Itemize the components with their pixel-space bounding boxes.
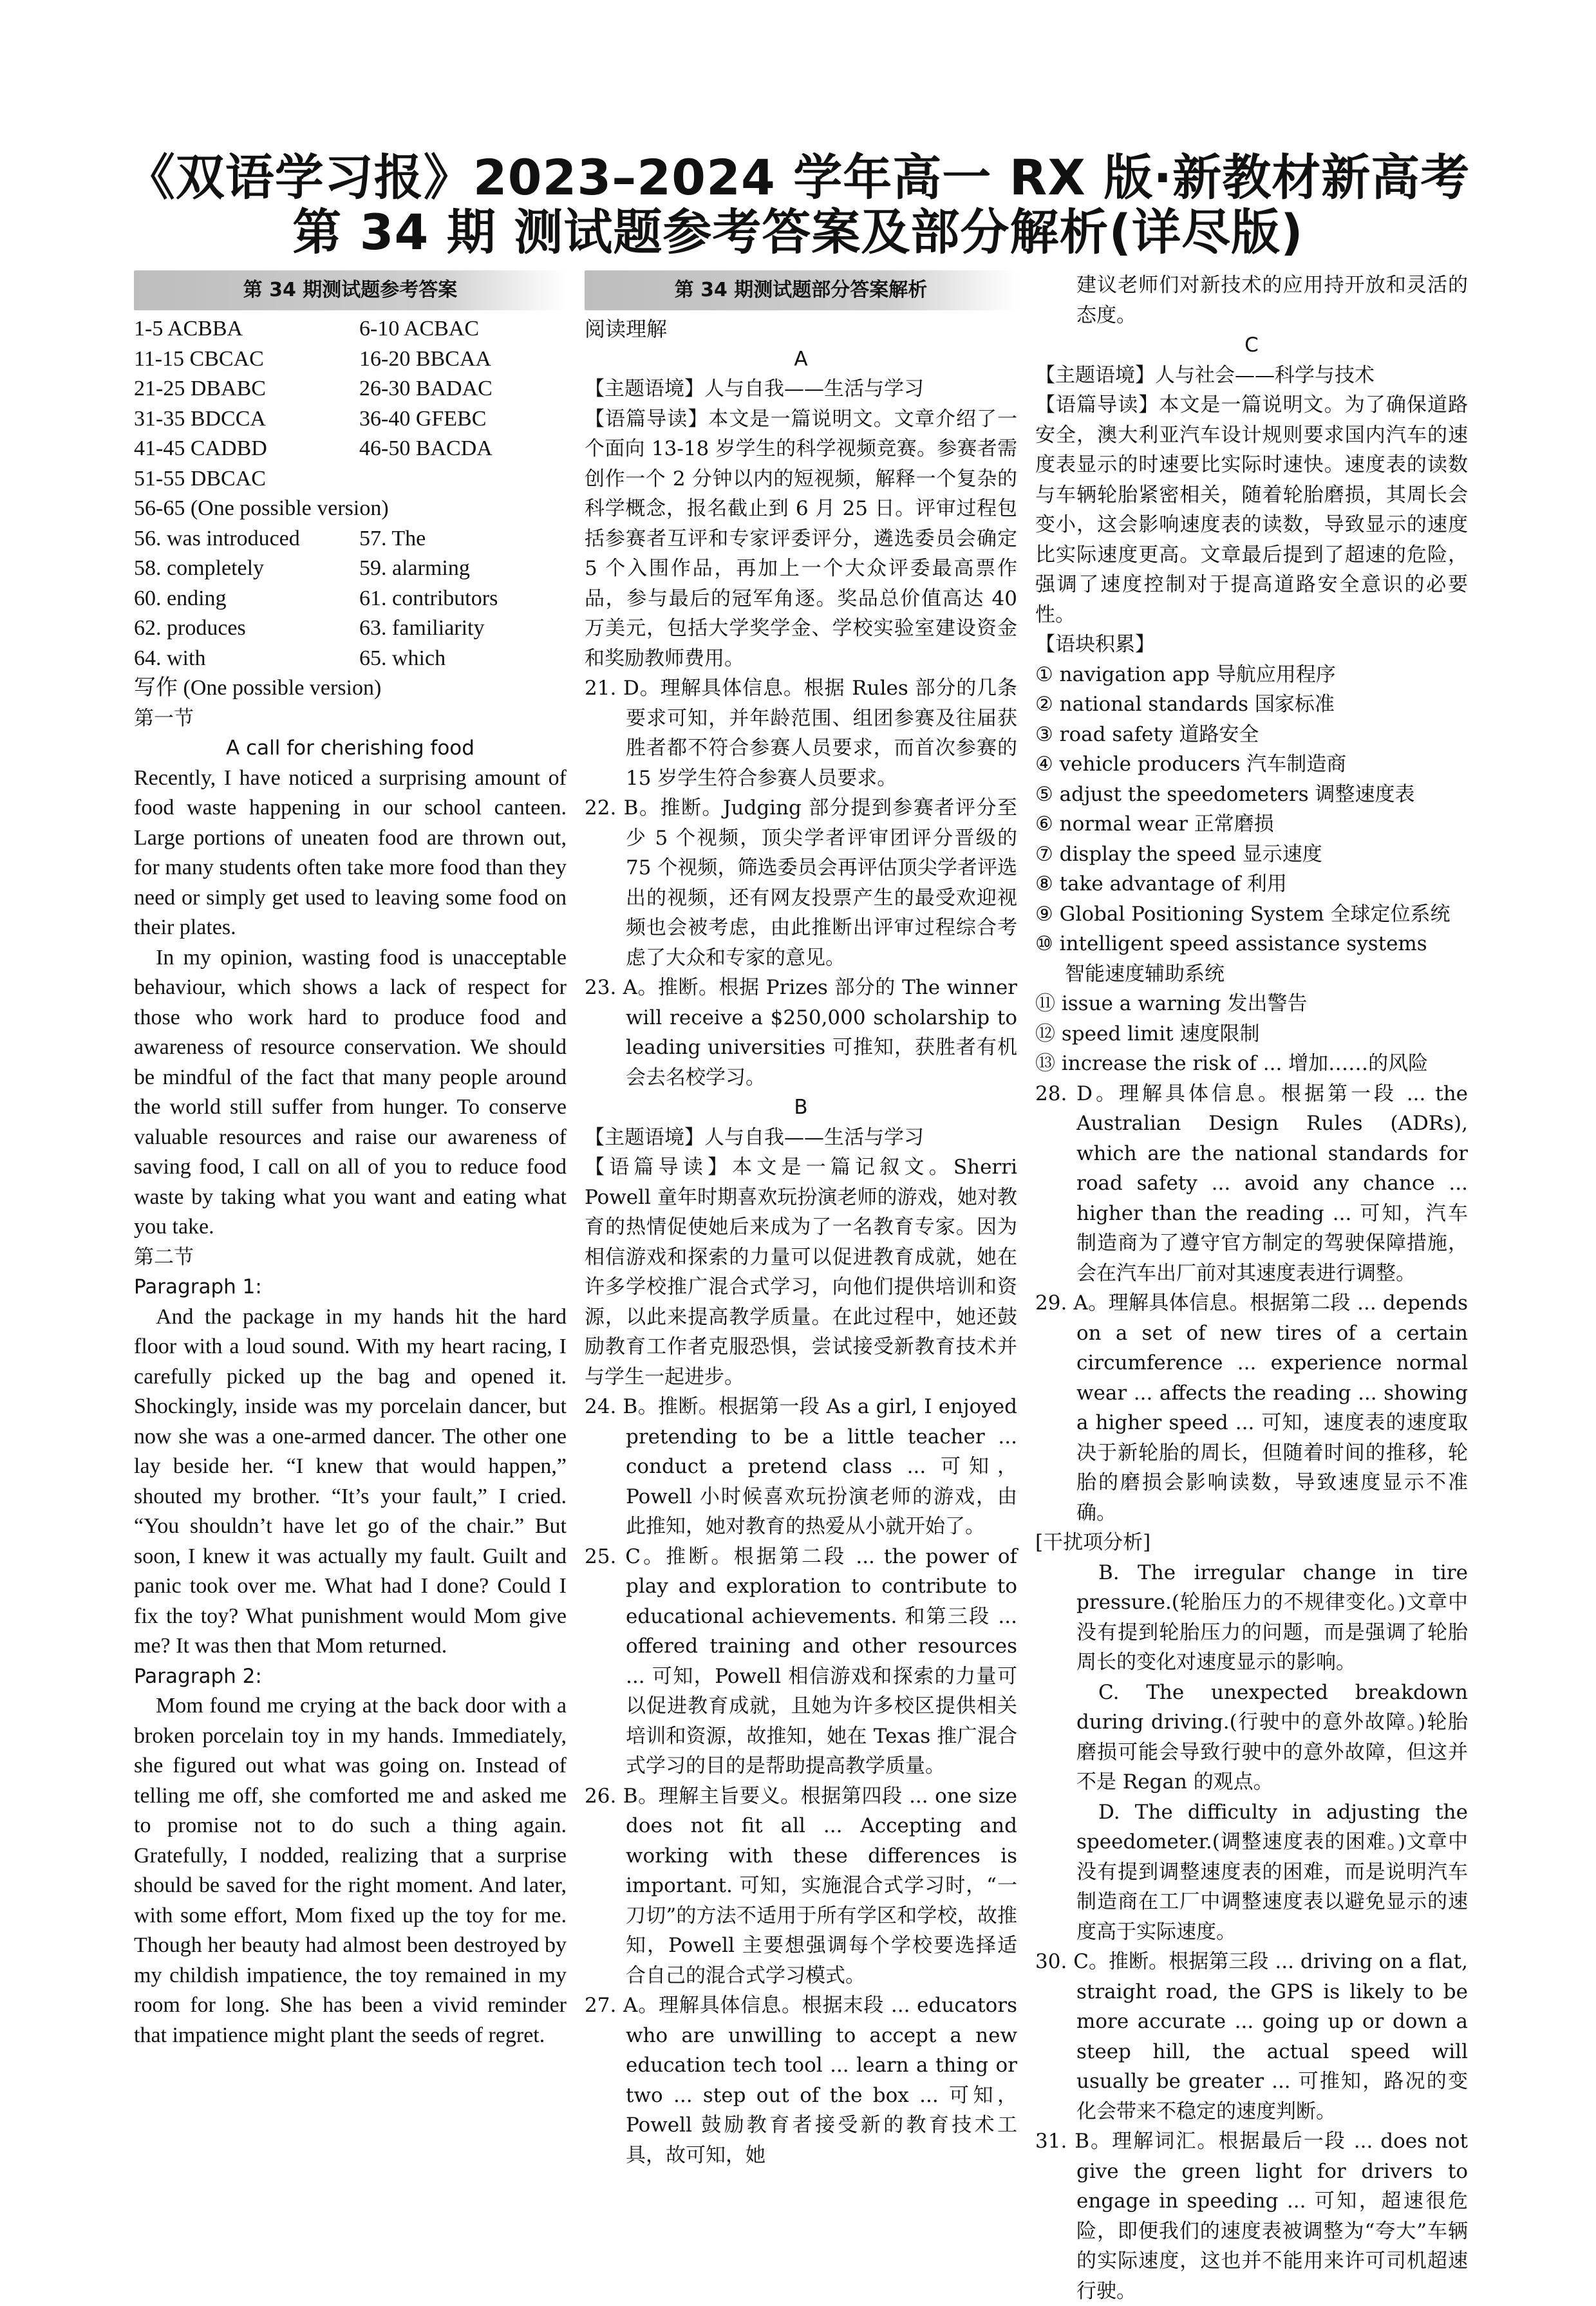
- fill-cell: 56. was introduced: [134, 526, 300, 550]
- passage-guide: 【语篇导读】本文是一篇说明文。文章介绍了一个面向 13-18 岁学生的科学视频竞赛。参赛者需创作一个 2 分钟以内的短视频，解释一个复杂的科学概念，报名截止到 6 月 25 日。评审过程包括参赛者互评和专家评委评分，遴选委员会确定 5 个入围作品，再加上一个大众评委最高票作品，参与最后的冠军角逐。奖品总价值高达 40 万美元，包括大学奖学金、学校实验室建设资金和奖励教师费用。: [585, 407, 1017, 670]
- chunk-item: [1035, 689, 1468, 720]
- chunk-item: [1035, 959, 1468, 989]
- distractor-item: [1035, 1678, 1468, 1797]
- chunk-text: take advantage of 利用: [1059, 872, 1287, 895]
- continued-text: 建议老师们对新技术的应用持开放和灵活的态度。: [1076, 274, 1468, 327]
- paragraph1-label: Paragraph 1:: [134, 1275, 262, 1298]
- answer-cell: 16-20 BBCAA: [359, 346, 491, 371]
- answer-cell: 41-45 CADBD: [134, 436, 267, 460]
- column-analysis-cont: [1035, 270, 1468, 2306]
- chunk-item: [1035, 780, 1468, 810]
- chunk-item: [1035, 839, 1468, 870]
- theme-context: 【主题语境】人与社会——科学与技术: [1035, 363, 1375, 387]
- chunk-text: road safety 道路安全: [1059, 722, 1259, 746]
- question-analysis: 28. D。理解具体信息。根据第一段 ... the Australian Design Rules (ADRs), which are the national standards for road safety ... avoid any chance ... higher than the reading ... 可知，汽车制造商为了遵守官方制定的驾驶保障措施，会在汽车出厂前对其速度表进行调整。: [1035, 1082, 1468, 1285]
- chunk-number: ⑪: [1035, 992, 1055, 1015]
- chunk-text: navigation app 导航应用程序: [1059, 662, 1336, 686]
- fill-cell: 60. ending: [134, 586, 227, 610]
- chunk-number: ①: [1035, 662, 1053, 686]
- section2-heading: 第二节: [134, 1245, 194, 1269]
- chunk-number: ②: [1035, 693, 1053, 716]
- fill-cell: 62. produces: [134, 616, 246, 640]
- answer-cell: 6-10 ACBAC: [359, 317, 480, 341]
- chunk-text: national standards 国家标准: [1059, 693, 1335, 716]
- chunk-number: ③: [1035, 722, 1053, 746]
- answer-cell: 46-50 BACDA: [359, 436, 493, 460]
- question-analysis: 21. D。理解具体信息。根据 Rules 部分的几条要求可知，并年龄范围、组团参赛及往届获胜者都不符合参赛人员要求，而首次参赛的 15 岁学生符合参赛人员要求。: [585, 677, 1017, 790]
- part-heading-a: A: [794, 347, 808, 371]
- distractor-text: C. The unexpected breakdown during driving.(行驶中的意外故障。)轮胎磨损可能会导致行驶中的意外故障，但这并不是 Regan 的观点。: [1076, 1680, 1468, 1794]
- answer-cell: 36-40 GFEBC: [359, 406, 487, 431]
- chunk-number: ⑨: [1035, 902, 1053, 926]
- page-title-line1: 《双语学习报》2023–2024 学年高一 RX 版·新教材新高考: [126, 149, 1470, 206]
- chunk-text: vehicle producers 汽车制造商: [1059, 753, 1347, 776]
- fill-heading: 56-65 (One possible version): [134, 496, 389, 520]
- chunk-number: ⑬: [1035, 1052, 1055, 1075]
- essay-paragraph: In my opinion, wasting food is unacceptable behaviour, which shows a lack of respect for those who work hard to produce food and awareness of resource conservation. We should be mindful of the fact that many people around the world still suffer from hunger. To conserve valuable resources and raise our awareness of saving food, I call on all of you to reduce food waste by taking what you want and eating what you take.: [134, 945, 567, 1239]
- chunk-number: ⑧: [1035, 872, 1053, 895]
- chunk-item: [1035, 929, 1468, 959]
- answer-cell: 21-25 DBABC: [134, 377, 266, 400]
- column-answers: [134, 270, 567, 2050]
- continuation-paragraph: And the package in my hands hit the hard floor with a loud sound. With my heart racing, I carefully picked up the bag and opened it. Shockingly, inside was my porcelain dancer, but now she was a one-armed dancer. The other one lay beside her. “I knew that would happen,” shouted my brother. “It’s your fault,” I cried. “You shouldn’t have let go of the chair.” But soon, I knew it was actually my fault. Guilt and panic took over me. What had I done? Could I fix the toy? What punishment would Mom give me? It was then that Mom returned.: [134, 1304, 567, 1658]
- writing-heading: 写作 (One possible version): [134, 676, 382, 700]
- distractor-item: [1035, 1558, 1468, 1678]
- answer-cell: 26-30 BADAC: [359, 377, 493, 400]
- passage-guide: 【语篇导读】本文是一篇说明文。为了确保道路安全，澳大利亚汽车设计规则要求国内汽车的速度表显示的时速要比实际时速快。速度表的读数与车辆轮胎紧密相关，随着轮胎磨损，其周长会变小，这会影响速度表的读数，导致显示的速度比实际速度更高。文章最后提到了超速的危险，强调了速度控制对于提高道路安全意识的必要性。: [1035, 393, 1468, 626]
- fill-cell: 58. completely: [134, 556, 265, 580]
- chunk-text: 智能速度辅助系统: [1065, 962, 1225, 986]
- question-analysis: 31. B。理解词汇。根据最后一段 ... does not give the green light for drivers to engage in speeding ... 可知，超速很危险，即便我们的速度表被调整为“夸大”车辆的实际速度，这也并不能用来许可司机超速行驶。: [1035, 2130, 1468, 2303]
- chunk-text: increase the risk of ... 增加……的风险: [1061, 1052, 1429, 1075]
- chunk-list: [1035, 660, 1468, 1079]
- theme-context: 【主题语境】人与自我——生活与学习: [585, 377, 924, 400]
- theme-context: 【主题语境】人与自我——生活与学习: [585, 1125, 924, 1149]
- chunk-number: ⑫: [1035, 1022, 1055, 1045]
- question-analysis: 25. C。推断。根据第二段 ... the power of play and exploration to contribute to educational achievements. 和第三段 ... offered training and other resources ... 可知，Powell 相信游戏和探索的力量可以促进教育成就，且她为许多校区提供相关培训和资源，故推知，她在 Texas 推广混合式学习的目的是帮助提高教学质量。: [585, 1544, 1017, 1777]
- chunk-number: ④: [1035, 753, 1053, 776]
- chunk-item: [1035, 809, 1468, 839]
- chunk-item: [1035, 660, 1468, 690]
- essay-title: A call for cherishing food: [226, 736, 474, 760]
- fill-cell: 65. which: [359, 646, 446, 670]
- column-analysis: [585, 270, 1017, 2170]
- chunk-text: intelligent speed assistance systems: [1059, 932, 1427, 955]
- chunk-number: ⑩: [1035, 932, 1053, 955]
- fill-cell: 64. with: [134, 646, 206, 670]
- question-analysis: 24. B。推断。根据第一段 As a girl, I enjoyed pretending to be a little teacher ... conduct a pretend class ... 可知，Powell 小时候喜欢玩扮演老师的游戏，由此推知，她对教育的热爱从小就开始了。: [585, 1395, 1017, 1538]
- chunk-number: ⑤: [1035, 782, 1053, 806]
- part-heading-b: B: [794, 1096, 808, 1119]
- question-analysis: 26. B。理解主旨要义。根据第四段 ... one size does not fit all ... Accepting and working with these differences is important. 可知，实施混合式学习时，“一刀切”的方法不适用于所有学区和学校，故推知，Powell 主要想强调每个学校要选择适合自己的混合式学习模式。: [585, 1784, 1017, 1987]
- chunk-text: display the speed 显示速度: [1059, 842, 1322, 866]
- section1-heading: 第一节: [134, 706, 194, 730]
- passage-guide: 【语篇导读】本文是一篇记叙文。Sherri Powell 童年时期喜欢玩扮演老师的游戏，她对教育的热情促使她后来成为了一名教育专家。因为相信游戏和探索的力量可以促进教育成就，她在许多学校推广混合式学习，向他们提供培训和资源，以此来提高教学质量。在此过程中，她还鼓励教育工作者克服恐惧，尝试接受新教育技术并与学生一起进步。: [585, 1156, 1017, 1389]
- distractor-text: D. The difficulty in adjusting the speedometer.(调整速度表的困难。)文章中没有提到调整速度表的困难，而是说明汽车制造商在工厂中调整速度表以避免显示的速度高于实际速度。: [1076, 1800, 1468, 1944]
- question-analysis: 22. B。推断。Judging 部分提到参赛者评分至少 5 个视频，顶尖学者评审团评分晋级的 75 个视频，筛选委员会再评估顶尖学者评选出的视频，还有网友投票产生的最受欢迎视频也会被考虑，由此推断出评审过程综合考虑了大众和专家的意见。: [585, 796, 1017, 970]
- chunks-heading: 【语块积累】: [1035, 633, 1155, 656]
- distractor-heading: [干扰项分析]: [1035, 1531, 1151, 1554]
- chunk-text: Global Positioning System 全球定位系统: [1059, 902, 1450, 926]
- paragraph2-label: Paragraph 2:: [134, 1664, 262, 1688]
- chunk-number: ⑥: [1035, 812, 1053, 836]
- question-analysis: 27. A。理解具体信息。根据末段 ... educators who are unwilling to accept a new education tech tool ... learn a thing or two ... step out of the box ... 可知，Powell 鼓励教育者接受新的教育技术工具，故可知，她: [585, 1994, 1017, 2167]
- answer-cell: 1-5 ACBBA: [134, 317, 243, 341]
- page-title-line2: 第 34 期 测试题参考答案及部分解析(详尽版): [292, 203, 1304, 261]
- chunk-text: speed limit 速度限制: [1061, 1022, 1260, 1045]
- fill-cell: 57. The: [359, 526, 426, 550]
- question-analysis: 29. A。理解具体信息。根据第二段 ... depends on a set of new tires of a certain circumference ... experience normal wear ... affects the reading ... showing a higher speed ... 可知，速度表的速度取决于新轮胎的周长，但随着时间的推移，轮胎的磨损会影响读数，导致速度显示不准确。: [1035, 1291, 1468, 1524]
- chunk-text: adjust the speedometers 调整速度表: [1059, 782, 1415, 806]
- answer-cell: 11-15 CBCAC: [134, 346, 264, 371]
- chunk-item: [1035, 989, 1468, 1019]
- section-heading: 阅读理解: [585, 317, 668, 341]
- fill-grid: [134, 524, 567, 674]
- chunk-text: normal wear 正常磨损: [1059, 812, 1274, 836]
- fill-cell: 61. contributors: [359, 586, 498, 610]
- chunk-item: [1035, 899, 1468, 930]
- distractor-text: B. The irregular change in tire pressure.(轮胎压力的不规律变化。)文章中没有提到轮胎压力的问题，而是强调了轮胎周长的变化对速度显示的影响。: [1076, 1561, 1468, 1674]
- answer-grid: [134, 314, 567, 464]
- fill-cell: 59. alarming: [359, 556, 470, 580]
- part-heading-c: C: [1244, 333, 1259, 357]
- essay-paragraph: Recently, I have noticed a surprising amount of food waste happening in our school canteen. Large portions of uneaten food are thrown out, for many students often take more food than they need or simply get used to leaving some food on their plates.: [134, 765, 567, 939]
- chunk-text: issue a warning 发出警告: [1061, 992, 1308, 1015]
- answer-last: 51-55 DBCAC: [134, 466, 266, 491]
- analysis-banner: 第 34 期测试题部分答案解析: [585, 270, 1017, 310]
- chunk-item: [1035, 749, 1468, 780]
- chunk-item: [1035, 869, 1468, 899]
- question-analysis: 30. C。推断。根据第三段 ... driving on a flat, straight road, the GPS is likely to be more accurate ... going up or down a steep hill, the actual speed will usually be greater ... 可推知，路况的变化会带来不稳定的速度判断。: [1035, 1950, 1468, 2123]
- chunk-item: [1035, 1049, 1468, 1079]
- answer-cell: 31-35 BDCCA: [134, 406, 266, 431]
- chunk-item: [1035, 720, 1468, 750]
- distractor-item: [1035, 1797, 1468, 1947]
- question-analysis-continued: [1035, 270, 1468, 330]
- fill-cell: 63. familiarity: [359, 616, 485, 640]
- chunk-item: [1035, 1019, 1468, 1049]
- question-analysis: 23. A。推断。根据 Prizes 部分的 The winner will receive a $250,000 scholarship to leading universities 可推知，获胜者有机会去名校学习。: [585, 976, 1017, 1089]
- answers-banner: 第 34 期测试题参考答案: [134, 270, 567, 310]
- chunk-number: ⑦: [1035, 842, 1053, 866]
- continuation-paragraph: Mom found me crying at the back door with a broken porcelain toy in my hands. Immediately, she figured out what was going on. Instead of telling me off, she comforted me and asked me to promise not to do such a thing again. Gratefully, I nodded, realizing that a surprise should be saved for the right moment. And later, with some effort, Mom fixed up the toy for me. Though her beauty had almost been destroyed by my childish impatience, the toy remained in my room for long. She has been a vivid reminder that impatience might plant the seeds of regret.: [134, 1694, 567, 2047]
